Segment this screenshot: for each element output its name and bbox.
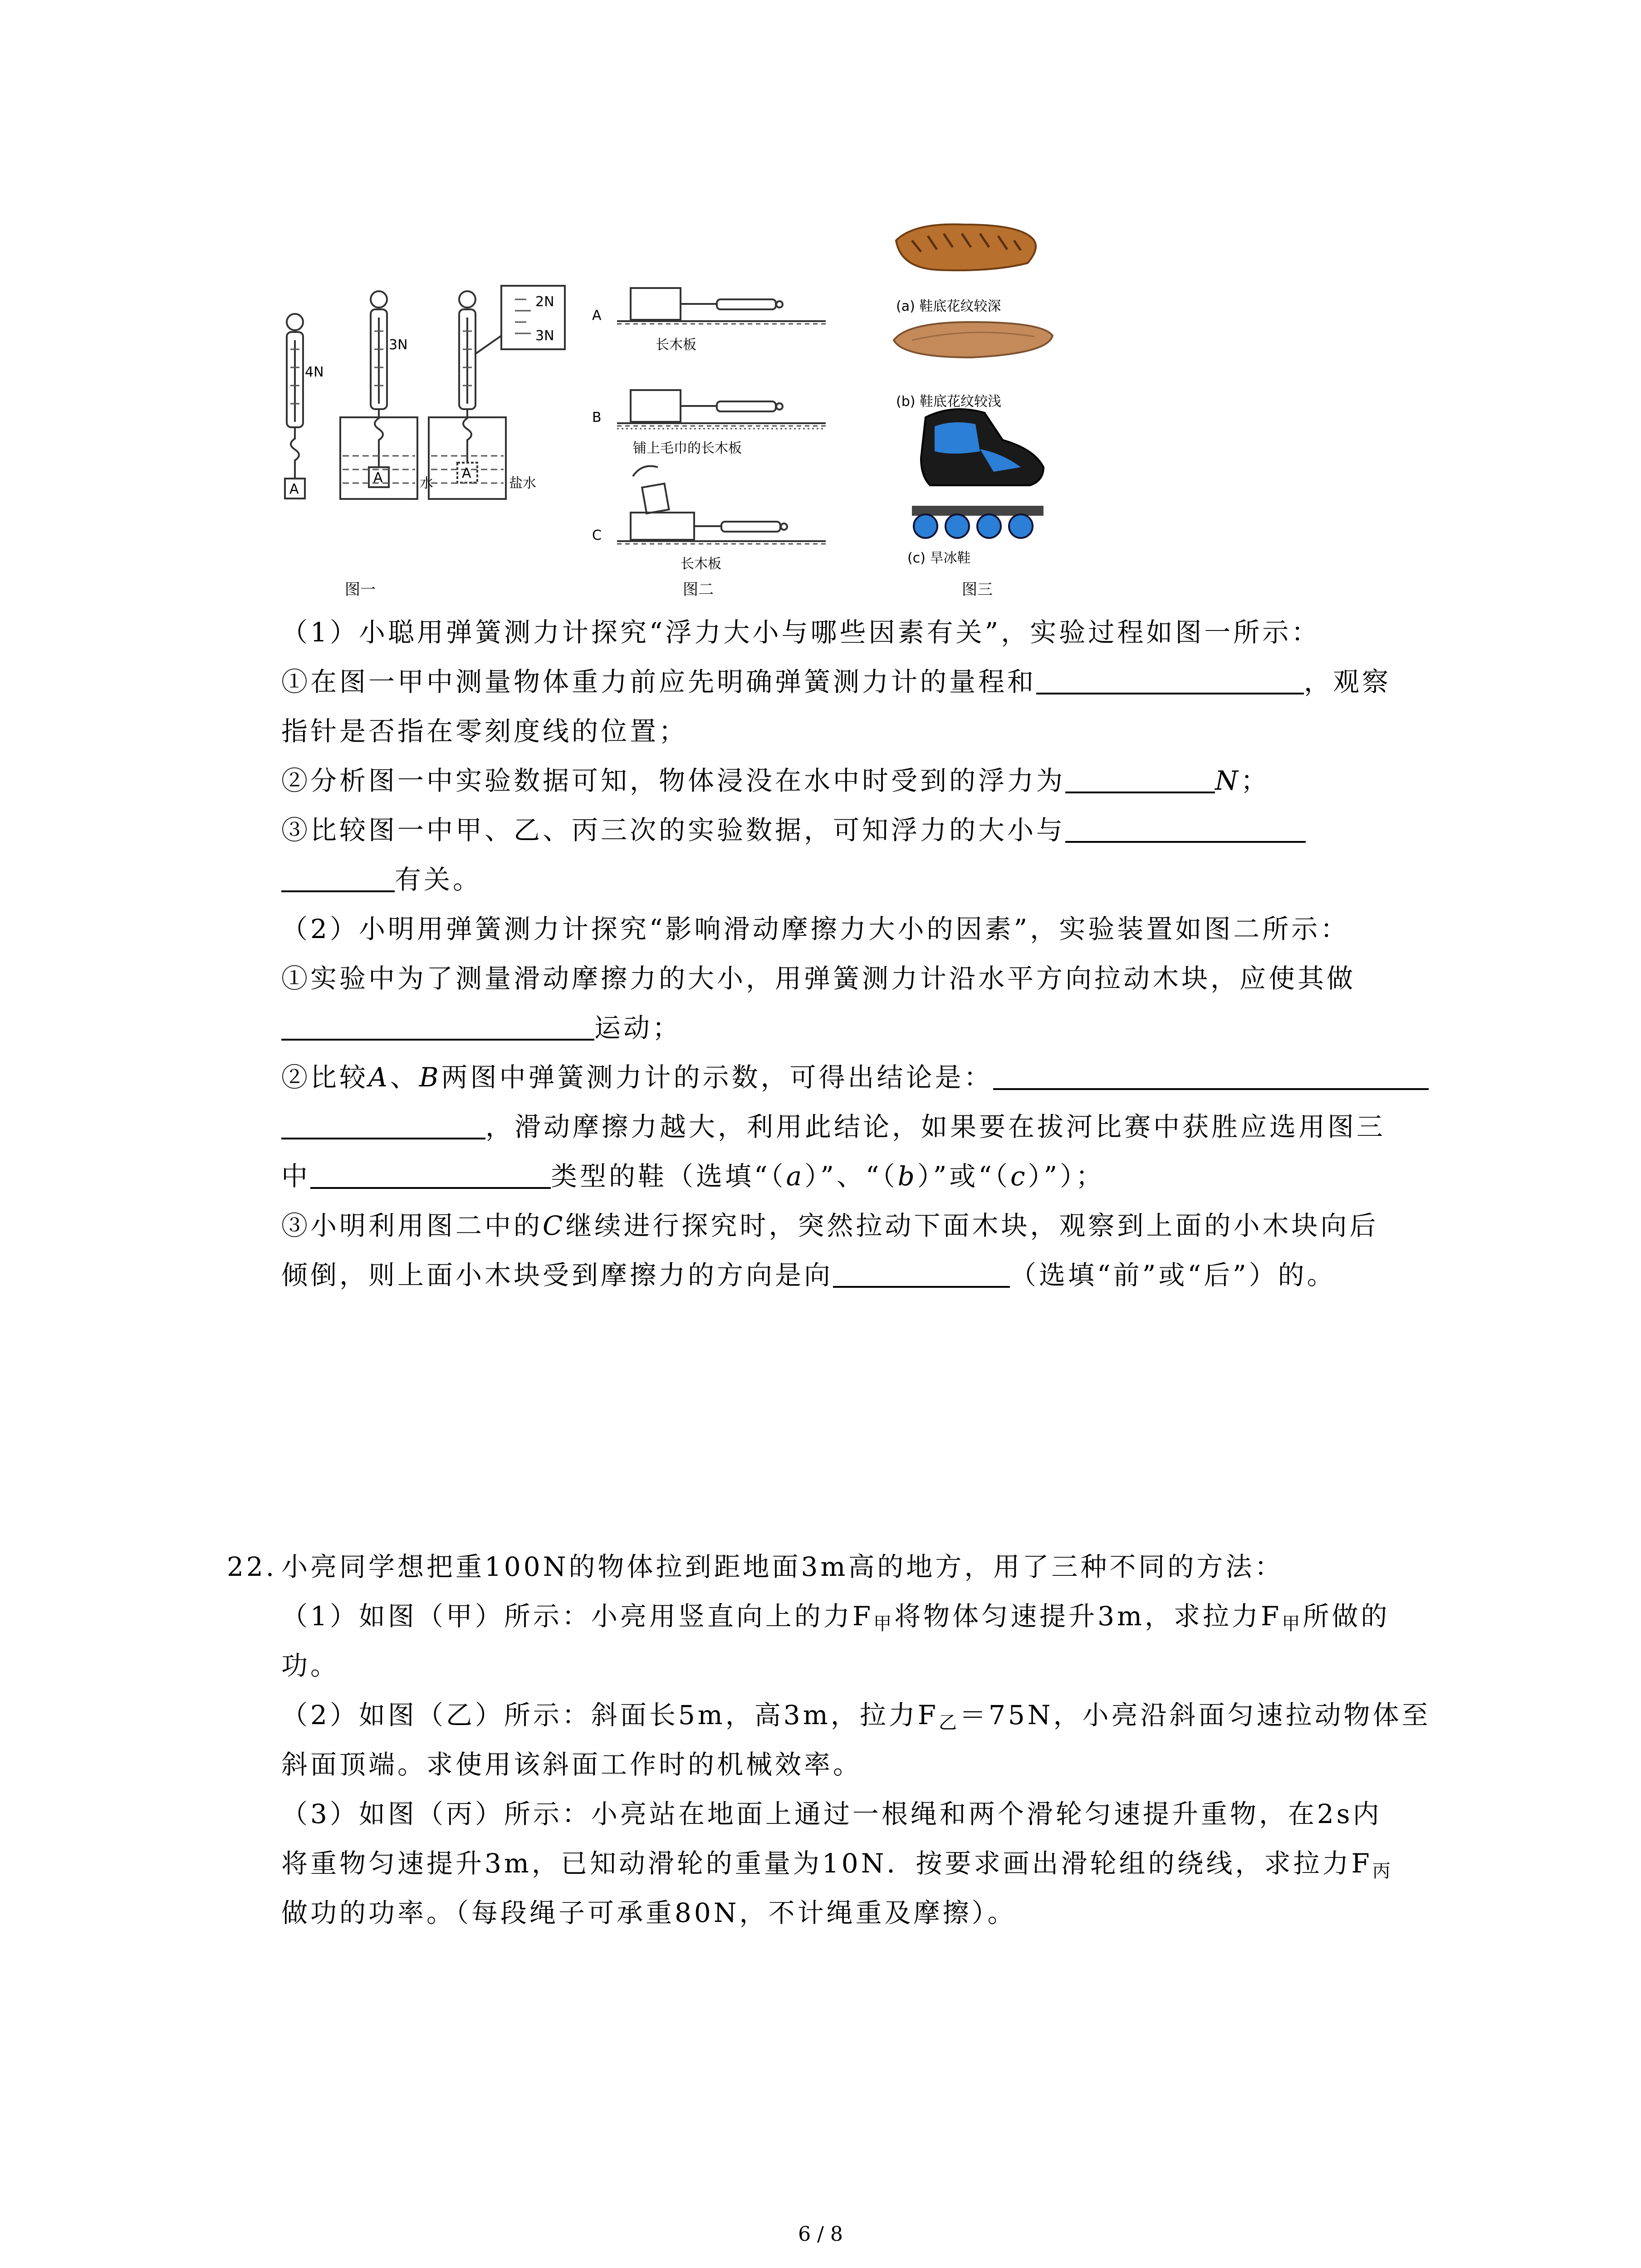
spring-scale-diagram [254, 213, 572, 594]
text: 、 [390, 1062, 419, 1093]
setup-b-surface: 铺上毛巾的长木板 [633, 440, 742, 456]
answer-blank[interactable] [1065, 814, 1306, 843]
q21-part2-item3 [281, 1201, 1443, 1251]
var-c: C [543, 1210, 566, 1241]
q22-part3 [281, 1789, 1443, 1839]
q21-part2-item3-cont [281, 1251, 1443, 1300]
text: （1）小聪用弹簧测力计探究“浮力大小与哪些因素有关”，实验过程如图一所示： [281, 617, 1321, 648]
answer-blank[interactable] [310, 1160, 551, 1189]
answer-blank[interactable] [993, 1061, 1429, 1090]
setup-c-surface: 长木板 [681, 556, 721, 572]
answer-blank[interactable] [1065, 764, 1215, 793]
block-a-salt-label: A [462, 465, 471, 481]
text: （3）如图（丙）所示：小亮站在地面上通过一根绳和两个滑轮匀速提升重物，在2s内 [281, 1799, 1382, 1829]
text: 22. [227, 1551, 277, 1582]
q22-part2-cont [281, 1740, 1443, 1789]
q22-number [227, 1542, 281, 1592]
block-a-water-label: A [373, 470, 383, 486]
text: ①实验中为了测量滑动摩擦力的大小，用弹簧测力计沿水平方向拉动木块，应使其做 [281, 963, 1356, 994]
text: ）”或“（ [917, 1161, 1011, 1192]
setup-a-surface: 长木板 [656, 337, 696, 353]
figure-3 [885, 213, 1075, 612]
figure-2 [590, 213, 844, 612]
reading-3n: 3N [389, 337, 408, 353]
var-b: B [419, 1062, 441, 1093]
answer-blank[interactable] [1036, 665, 1304, 694]
text: 继续进行探究时，突然拉动下面木块，观察到上面的小木块向后 [565, 1210, 1379, 1241]
text: ）”）； [1028, 1161, 1105, 1192]
q21-part2-heading [281, 904, 1443, 954]
answer-blank[interactable] [833, 1259, 1010, 1288]
q21-part1-heading [281, 608, 1443, 657]
page-number: 6 / 8 [798, 2223, 843, 2246]
text: 将重物匀速提升3m，已知动滑轮的重量为10N．按要求画出滑轮组的绕线，求拉力F [281, 1848, 1372, 1879]
option-c: c [1010, 1161, 1028, 1192]
q21-part2-item1-cont [281, 1003, 1443, 1053]
figure-1 [254, 213, 572, 612]
q21-part1-item1-cont [281, 707, 1443, 756]
text: ）”、“（ [804, 1161, 898, 1192]
text: 斜面顶端。求使用该斜面工作时的机械效率。 [281, 1749, 862, 1780]
text: 有关。 [395, 864, 482, 895]
q21-part1-item1 [281, 657, 1443, 707]
answer-blank[interactable] [281, 1110, 485, 1139]
text: （2）小明用弹簧测力计探究“影响滑动摩擦力大小的因素”，实验装置如图二所示： [281, 914, 1350, 944]
q22-part3-cont [281, 1839, 1443, 1896]
q21-part1-item2 [281, 756, 1443, 806]
text: ①在图一甲中测量物体重力前应先明确弹簧测力计的量程和 [281, 666, 1037, 697]
text: 将物体匀速提升3m，求拉力F [894, 1601, 1282, 1632]
text: 中 [281, 1161, 311, 1192]
figure-3-caption: 图三 [962, 581, 993, 599]
q21-part2-item1 [281, 954, 1443, 1003]
text: ＝75N，小亮沿斜面匀速拉动物体至 [959, 1700, 1431, 1730]
text: ③小明利用图二中的 [281, 1210, 543, 1241]
text: ，滑动摩擦力越大，利用此结论，如果要在拔河比赛中获胜应选用图三 [485, 1111, 1386, 1142]
text: ，观察 [1304, 666, 1391, 697]
var-a: A [368, 1062, 390, 1093]
text: ②分析图一中实验数据可知，物体浸没在水中时受到的浮力为 [281, 765, 1066, 796]
text: ； [1240, 765, 1270, 796]
text: 倾倒，则上面小木块受到摩擦力的方向是向 [281, 1260, 833, 1290]
friction-setup-diagram [590, 213, 844, 576]
text: 功。 [281, 1650, 340, 1681]
reading-2n: 2N [535, 294, 554, 310]
setup-a-letter: A [592, 308, 602, 323]
figure-1-caption: 图一 [345, 581, 376, 599]
water-label: 水 [420, 475, 433, 491]
subscript: 乙 [938, 1712, 960, 1733]
figure-panel [254, 213, 1116, 612]
subscript: 甲 [873, 1613, 895, 1634]
text: ②比较 [281, 1062, 369, 1093]
text: 小亮同学想把重100N的物体拉到距地面3m高的地方，用了三种不同的方法： [281, 1551, 1284, 1582]
text: （选填“前”或“后”）的。 [1010, 1260, 1336, 1290]
q21-part2-item2-cont2 [281, 1152, 1443, 1201]
q21-part2-item2-cont [281, 1102, 1443, 1152]
text: ③比较图一中甲、乙、丙三次的实验数据，可知浮力的大小与 [281, 815, 1066, 846]
text: 运动； [594, 1012, 682, 1043]
q21-part2-item2 [281, 1053, 1443, 1102]
q21-part1-item3-cont [281, 855, 1443, 904]
text: （2）如图（乙）所示：斜面长5m，高3m，拉力F [281, 1700, 939, 1730]
text: 做功的功率。（每段绳子可承重80N，不计绳重及摩擦）。 [281, 1897, 1017, 1928]
setup-c-letter: C [592, 528, 602, 543]
unit: N [1215, 765, 1241, 796]
shoe-c-label: (c) 旱冰鞋 [907, 550, 971, 566]
shoes-illustration [885, 213, 1075, 576]
text: 两图中弹簧测力计的示数，可得出结论是： [441, 1062, 993, 1093]
text: 所做的 [1303, 1601, 1390, 1632]
text: 类型的鞋（选填“（ [551, 1161, 786, 1192]
option-b: b [897, 1161, 917, 1192]
subscript: 丙 [1372, 1861, 1393, 1882]
block-a-label: A [289, 481, 299, 497]
option-a: a [786, 1161, 805, 1192]
shoe-a-label: (a) 鞋底花纹较深 [896, 298, 1001, 314]
q22-part1 [281, 1592, 1443, 1649]
shoe-b-label: (b) 鞋底花纹较浅 [896, 394, 1001, 410]
figure-2-caption: 图二 [683, 581, 714, 599]
setup-b-letter: B [592, 410, 602, 425]
subscript: 甲 [1282, 1613, 1303, 1634]
answer-blank[interactable] [281, 1012, 594, 1041]
reading-3n-zoom: 3N [535, 328, 554, 344]
saltwater-label: 盐水 [509, 475, 536, 491]
q22-part2 [281, 1691, 1443, 1748]
q22-part3-cont2 [281, 1888, 1443, 1938]
text: 指针是否指在零刻度线的位置； [281, 716, 688, 747]
text: （1）如图（甲）所示：小亮用竖直向上的力F [281, 1601, 874, 1632]
q22-intro [281, 1542, 1443, 1592]
reading-4n: 4N [305, 364, 324, 380]
q21-part1-item3 [281, 806, 1443, 855]
answer-blank[interactable] [281, 863, 395, 892]
q22-part1-cont [281, 1641, 1443, 1691]
